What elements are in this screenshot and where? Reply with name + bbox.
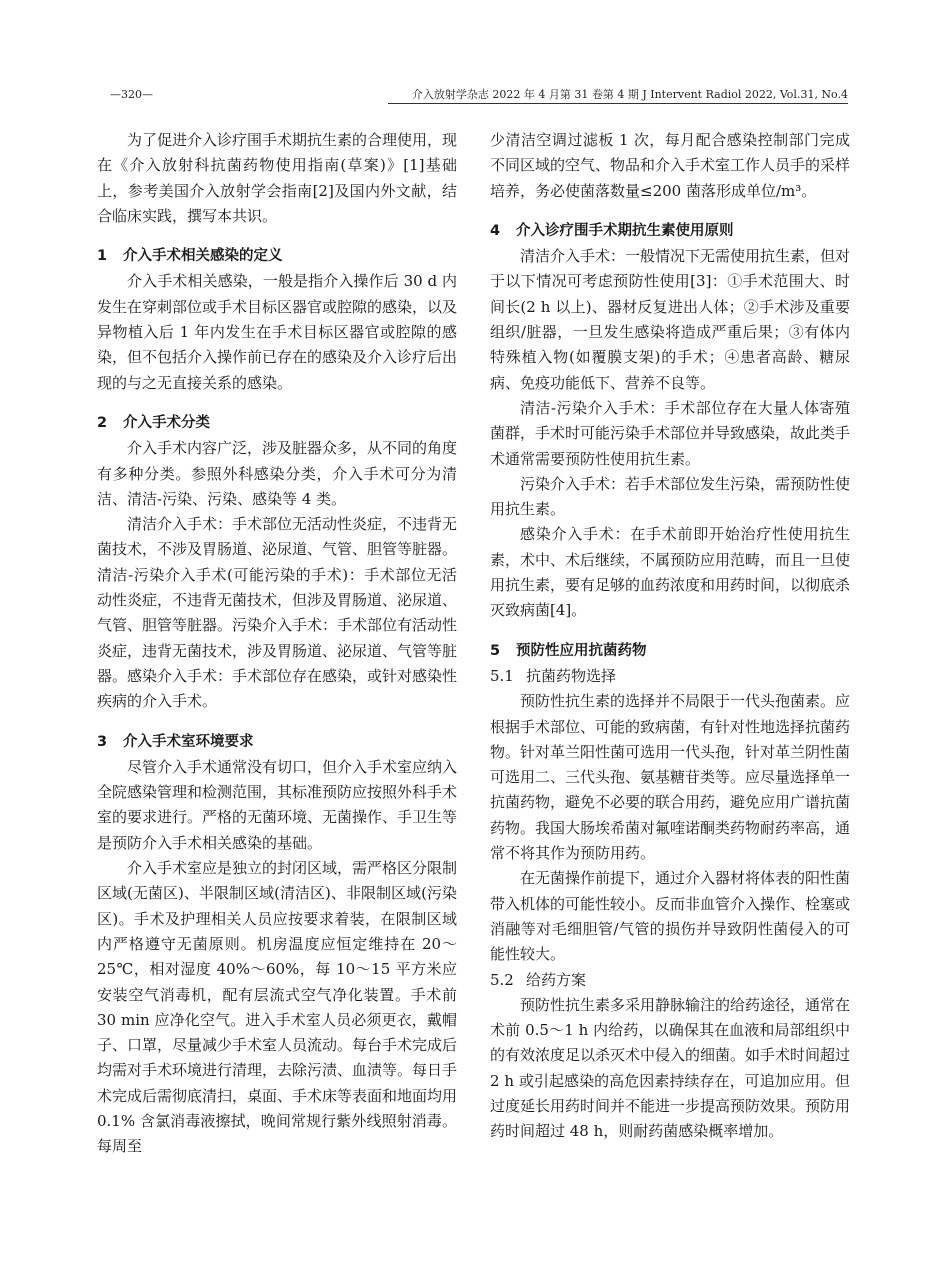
page-number: —320— [110, 88, 153, 101]
subsection-number: 5.1 [490, 666, 514, 685]
journal-citation: 介入放射学杂志 2022 年 4 月第 31 卷第 4 期 J Intervent Radiol 2022, Vol.31, No.4 [411, 88, 848, 101]
paragraph: 污染介入手术：若手术部位发生污染，需预防性使用抗生素。 [490, 474, 851, 519]
section-title: 介入手术相关感染的定义 [123, 248, 283, 265]
section-1-heading [97, 244, 457, 269]
subsection-5-2-heading [490, 968, 850, 993]
section-title: 介入手术分类 [123, 414, 210, 431]
section-3-heading [97, 730, 457, 755]
paragraph: 预防性抗生素的选择并不局限于一代头孢菌素。应根据手术部位、可能的致病菌，有针对性地选择抗菌药物。针对革兰阳性菌可选用一代头孢，针对革兰阴性菌可选用二、三代头孢、氨基糖苷类等。应尽量选择单一抗菌药物，避免不必要的联合用药，避免应用广谱抗菌药物。我国大肠埃希菌对氟喹诺酮类药物耐药率高，通常不将其作为预防用药。 [490, 692, 851, 863]
paragraph: 介入手术内容广泛，涉及脏器众多，从不同的角度有多种分类。参照外科感染分类，介入手术可分为清洁、清洁-污染、污染、感染等 4 类。 [97, 439, 458, 508]
continued-paragraph: 少清洁空调过滤板 1 次，每月配合感染控制部门完成不同区域的空气、物品和介入手术室工作人员手的采样培养，务必使菌落数量≤200 菌落形成单位/m³。 [490, 131, 851, 200]
paragraph: 预防性抗生素多采用静脉输注的给药途径，通常在术前 0.5～1 h 内给药，以确保其在血液和局部组织中的有效浓度足以杀灭术中侵入的细菌。如手术时间超过 2 h 或引起感染的高危因素持续存在，可追加应用。但过度延长用药时间并不能进一步提高预防效果。预防用药时间超过 48 h，则耐药菌感染概率增加。 [490, 995, 851, 1141]
section-number: 3 [97, 733, 108, 750]
paragraph: 清洁-污染介入手术：手术部位存在大量人体寄殖菌群，手术时可能污染手术部位并导致感染，故此类手术通常需要预防性使用抗生素。 [490, 398, 851, 468]
section-2-heading [97, 411, 457, 436]
section-number: 1 [97, 248, 108, 265]
running-header [96, 86, 848, 104]
paragraph: 感染介入手术：在手术前即开始治疗性使用抗生素，术中、术后继续，不属预防应用范畴，而且一旦使用抗生素，要有足够的血药浓度和用药时间，以彻底杀灭致病菌[4]。 [490, 525, 851, 620]
section-title: 预防性应用抗菌药物 [516, 642, 647, 659]
section-number: 4 [490, 222, 501, 239]
paragraph: 在无菌操作前提下，通过介入器材将体表的阳性菌带入机体的可能性较小。反而非血管介入操作、栓塞或消融等对毛细胆管/气管的损伤并导致阴性菌侵入的可能性较大。 [490, 869, 851, 964]
section-4-heading [490, 219, 850, 244]
section-title: 介入诊疗围手术期抗生素使用原则 [516, 222, 734, 239]
section-title: 介入手术室环境要求 [123, 733, 254, 750]
paragraph: 尽管介入手术通常没有切口，但介入手术室应纳入全院感染管理和检测范围，其标准预防应按照外科手术室的要求进行。严格的无菌环境、无菌操作、手卫生等是预防介入手术相关感染的基础。 [97, 757, 458, 852]
header-rule [388, 103, 848, 104]
subsection-number: 5.2 [490, 970, 514, 989]
intro-paragraph: 为了促进介入诊疗围手术期抗生素的合理使用，现在《介入放射科抗菌药物使用指南(草案)》[1]基础上，参考美国介入放射学会指南[2]及国内外文献，结合临床实践，撰写本共识。 [97, 131, 458, 225]
paragraph: 清洁介入手术：手术部位无活动性炎症，不违背无菌技术，不涉及胃肠道、泌尿道、气管、胆管等脏器。清洁-污染介入手术(可能污染的手术)：手术部位无活动性炎症，不违背无菌技术，但涉及胃肠道、泌尿道、气管、胆管等脏器。污染介入手术：手术部位有活动性炎症，违背无菌技术，涉及胃肠道、泌尿道、气管等脏器。感染介入手术：手术部位存在感染，或针对感染性疾病的介入手术。 [97, 515, 458, 711]
subsection-title: 给药方案 [526, 970, 587, 989]
left-column [97, 128, 457, 1160]
paragraph: 介入手术室应是独立的封闭区域，需严格区分限制区域(无菌区)、半限制区域(清洁区)、非限制区域(污染区)。手术及护理相关人员应按要求着装，在限制区域内严格遵守无菌原则。机房温度应恒定维持在 20～25℃，相对湿度 40%～60%，每 10～15 平方米应安装空气消毒机，配有层流式空气净化装置。手术前 30 min 应净化空气。进入手术室人员必须更衣，戴帽子、口罩，尽量减少手术室人员流动。每台手术完成后均需对手术环境进行清理，去除污渍、血渍等。每日手术完成后需彻底清扫，桌面、手术床等表面和地面均用 0.1% 含氯消毒液擦拭，晚间常规行紫外线照射消毒。每周至 [97, 859, 458, 1156]
paragraph: 介入手术相关感染，一般是指介入操作后 30 d 内发生在穿刺部位或手术目标区器官或腔隙的感染，以及异物植入后 1 年内发生在手术目标区器官或腔隙的感染，但不包括介入操作前已存在的感染及介入诊疗后出现的与之无直接关系的感染。 [97, 272, 458, 392]
right-column [490, 128, 850, 1145]
subsection-title: 抗菌药物选择 [526, 666, 617, 685]
section-number: 5 [490, 642, 501, 659]
subsection-5-1-heading [490, 664, 850, 689]
section-number: 2 [97, 414, 108, 431]
section-5-heading [490, 639, 850, 664]
paragraph: 清洁介入手术：一般情况下无需使用抗生素，但对于以下情况可考虑预防性使用[3]：①手术范围大、时间长(2 h 以上)、器材反复进出人体；②手术涉及重要组织/脏器，一旦发生感染将造成严重后果；③有体内特殊植入物(如覆膜支架)的手术；④患者高龄、糖尿病、免疫功能低下、营养不良等。 [490, 247, 851, 392]
